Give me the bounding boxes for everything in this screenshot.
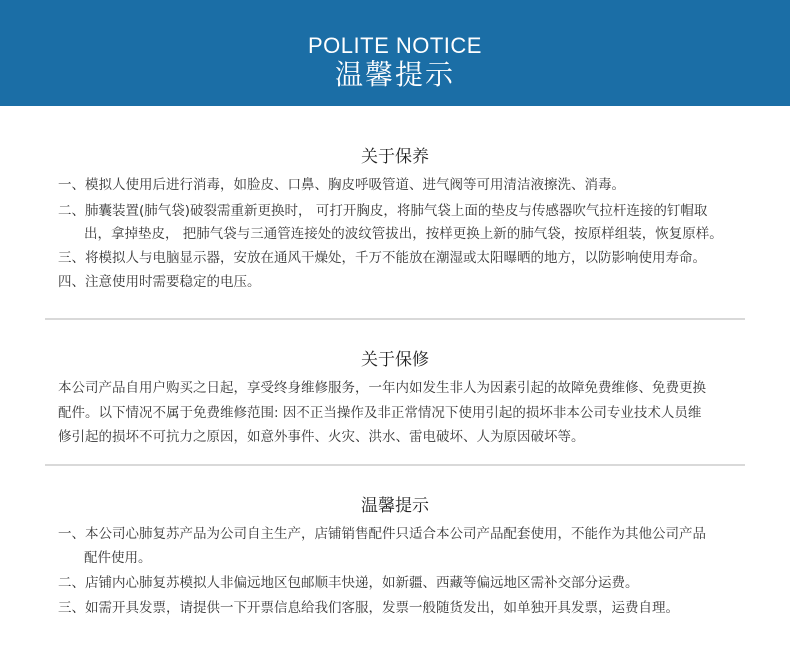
section-title-maintenance: 关于保养	[361, 147, 429, 167]
section-title-tips: 温馨提示	[361, 496, 429, 516]
section-title-warranty: 关于保修	[361, 350, 429, 370]
maintenance-item-2: 二、肺囊装置(肺气袋)破裂需重新更换时， 可打开胸皮，将肺气袋上面的垫皮与传感器吹气拉杆连接的钉帽取	[58, 203, 708, 219]
maintenance-item-1: 一、模拟人使用后进行消毒，如脸皮、口鼻、胸皮呼吸管道、进气阀等可用清洁液擦洗、消毒。	[58, 177, 625, 193]
tips-item-2: 二、店铺内心肺复苏模拟人非偏远地区包邮顺丰快递，如新疆、西藏等偏远地区需补交部分运费。	[58, 575, 639, 591]
divider-1	[45, 318, 745, 320]
warranty-line-3: 修引起的损坏不可抗力之原因，如意外事件、火灾、洪水、雷电破坏、人为原因破坏等。	[58, 429, 585, 445]
warranty-line-1: 本公司产品自用户购买之日起，享受终身维修服务，一年内如发生非人为因素引起的故障免费维修、免费更换	[58, 380, 706, 396]
tips-item-1-continued: 配件使用。	[84, 550, 152, 566]
tips-item-3: 三、如需开具发票，请提供一下开票信息给我们客服，发票一般随货发出，如单独开具发票，运费自理。	[58, 600, 679, 616]
banner-title-en: POLITE NOTICE	[308, 33, 482, 58]
maintenance-item-3: 三、将模拟人与电脑显示器，安放在通风干燥处，千万不能放在潮湿或太阳曝晒的地方，以防影响使用寿命。	[58, 250, 706, 266]
divider-2	[45, 464, 745, 466]
banner-title-cn: 温馨提示	[334, 58, 455, 91]
tips-item-1: 一、本公司心肺复苏产品为公司自主生产，店铺销售配件只适合本公司产品配套使用，不能作为其他公司产品	[58, 526, 706, 542]
header-banner	[0, 0, 790, 106]
warranty-line-2: 配件。以下情况不属于免费维修范围: 因不正当操作及非正常情况下使用引起的损坏非本公司专业技术人员维	[58, 405, 702, 421]
maintenance-item-2-continued: 出，拿掉垫皮， 把肺气袋与三通管连接处的波纹管拔出，按样更换上新的肺气袋，按原样组装，恢复原样。	[84, 226, 723, 242]
maintenance-item-4: 四、注意使用时需要稳定的电压。	[58, 274, 261, 290]
